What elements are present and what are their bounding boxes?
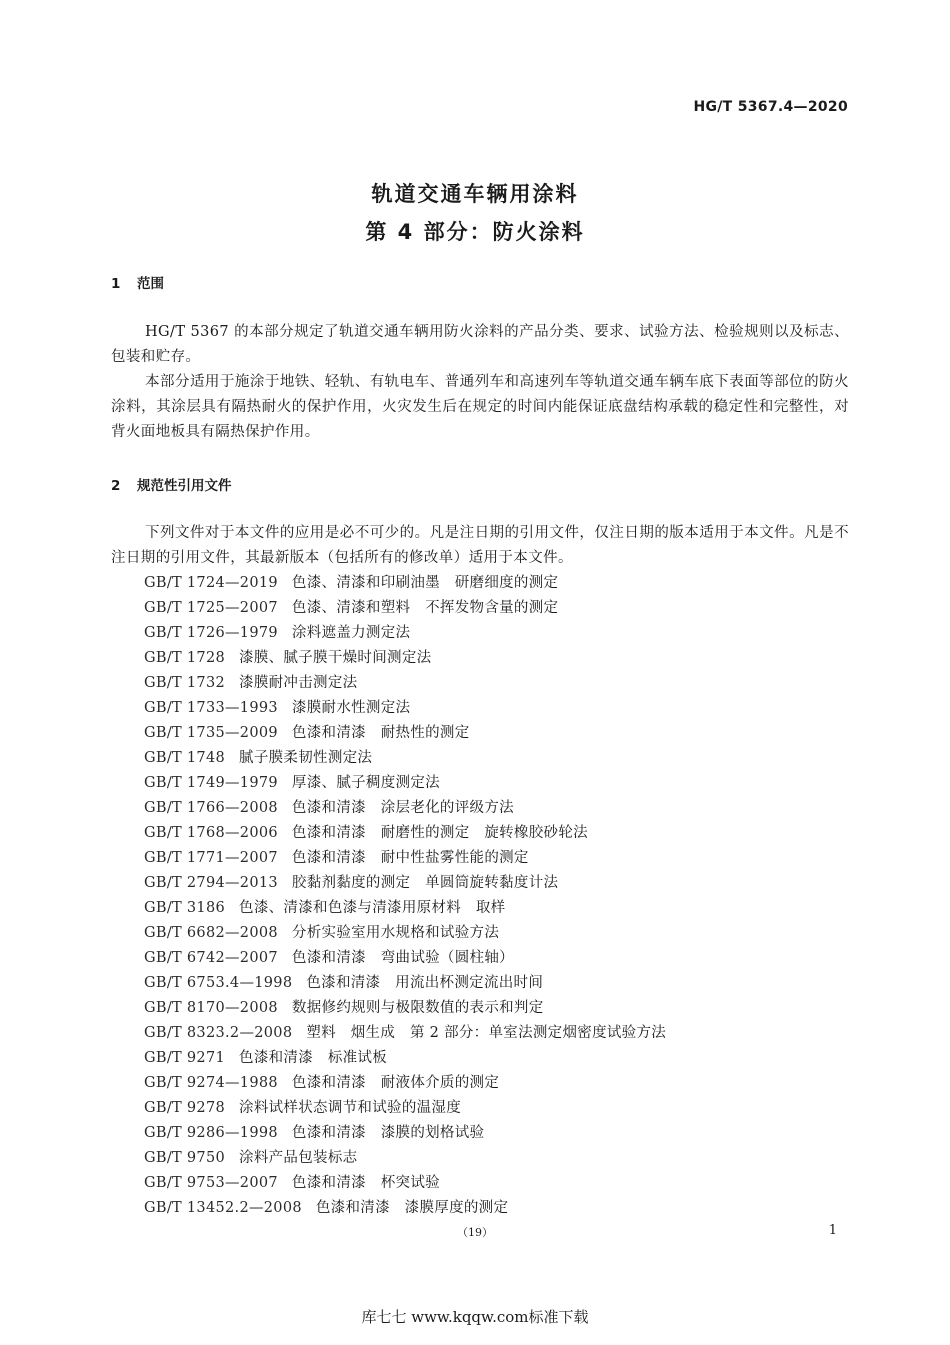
reference-list [144,571,666,1221]
reference-item [144,671,666,696]
reference-title: 色漆和清漆 耐液体介质的测定 [291,1075,500,1091]
reference-item [144,896,666,921]
page-number: 1 [828,1223,837,1238]
reference-item [144,996,666,1021]
reference-code: GB/T 1724—2019 [144,575,278,591]
scope-paragraph: HG/T 5367 的本部分规定了轨道交通车辆用防火涂料的产品分类、要求、试验方法、检验规则以及标志、包装和贮存。 [111,324,849,365]
reference-item [144,1096,666,1121]
reference-item [144,746,666,771]
reference-title: 色漆和清漆 漆膜的划格试验 [291,1125,485,1141]
reference-item [144,646,666,671]
scope-paragraph: 本部分适用于施涂于地铁、轻轨、有轨电车、普通列车和高速列车等轨道交通车辆车底下表面等部位的防火涂料，其涂层具有隔热耐火的保护作用，火灾发生后在规定的时间内能保证底盘结构承载的稳定性和完整性，对背火面地板具有隔热保护作用。 [111,374,849,440]
reference-title: 塑料 烟生成 第 2 部分：单室法测定烟密度试验方法 [306,1025,667,1041]
reference-code: GB/T 1749—1979 [144,775,278,791]
reference-code: GB/T 6753.4—1998 [144,975,293,991]
section-heading-scope [111,272,164,292]
footer-watermark[interactable]: 库七七 www.kqqw.com标准下载 [361,1308,589,1326]
reference-code: GB/T 8323.2—2008 [144,1025,293,1041]
reference-code: GB/T 9286—1998 [144,1125,278,1141]
reference-code: GB/T 9274—1988 [144,1075,278,1091]
reference-item [144,1196,666,1221]
reference-title: 漆膜耐冲击测定法 [239,675,358,691]
reference-title: 色漆、清漆和塑料 不挥发物含量的测定 [291,600,559,616]
references-intro: 下列文件对于本文件的应用是必不可少的。凡是注日期的引用文件，仅注日期的版本适用于本文件。凡是不注日期的引用文件，其最新版本（包括所有的修改单）适用于本文件。 [111,525,849,566]
section-number: 2 [111,478,121,494]
section-number: 1 [111,276,121,292]
reference-title: 分析实验室用水规格和试验方法 [291,925,500,941]
reference-code: GB/T 9750 [144,1150,226,1166]
reference-code: GB/T 1725—2007 [144,600,278,616]
reference-title: 色漆、清漆和色漆与清漆用原材料 取样 [239,900,506,916]
reference-code: GB/T 8170—2008 [144,1000,278,1016]
reference-title: 色漆和清漆 涂层老化的评级方法 [291,800,514,816]
reference-title: 色漆和清漆 弯曲试验（圆柱轴） [291,950,514,966]
reference-title: 色漆和清漆 耐中性盐雾性能的测定 [291,850,529,866]
reference-code: GB/T 1766—2008 [144,800,278,816]
reference-title: 色漆和清漆 标准试板 [239,1050,388,1066]
reference-item [144,821,666,846]
reference-code: GB/T 1748 [144,750,226,766]
reference-code: GB/T 2794—2013 [144,875,278,891]
reference-item [144,796,666,821]
reference-code: GB/T 1768—2006 [144,825,278,841]
reference-item [144,596,666,621]
reference-title: 涂料产品包装标志 [239,1150,358,1166]
reference-item [144,946,666,971]
reference-code: GB/T 1726—1979 [144,625,278,641]
reference-item [144,721,666,746]
reference-item [144,921,666,946]
reference-code: GB/T 3186 [144,900,226,916]
reference-title: 腻子膜柔韧性测定法 [239,750,373,766]
reference-title: 涂料试样状态调节和试验的温湿度 [239,1100,462,1116]
reference-item [144,846,666,871]
reference-code: GB/T 6682—2008 [144,925,278,941]
reference-code: GB/T 6742—2007 [144,950,278,966]
reference-title: 色漆和清漆 用流出杯测定流出时间 [306,975,544,991]
reference-item [144,1171,666,1196]
section-title: 范围 [137,276,164,292]
reference-title: 漆膜耐水性测定法 [291,700,411,716]
reference-item [144,696,666,721]
reference-item [144,1121,666,1146]
reference-item [144,621,666,646]
reference-title: 厚漆、腻子稠度测定法 [291,775,440,791]
reference-item [144,1046,666,1071]
reference-title: 漆膜、腻子膜干燥时间测定法 [239,650,432,666]
reference-code: GB/T 1733—1993 [144,700,278,716]
reference-title: 涂料遮盖力测定法 [291,625,411,641]
reference-item [144,771,666,796]
reference-code: GB/T 1728 [144,650,226,666]
reference-item [144,971,666,996]
reference-code: GB/T 9271 [144,1050,226,1066]
section-title: 规范性引用文件 [137,478,232,494]
document-title: 轨道交通车辆用涂料 [371,182,579,206]
reference-item [144,1071,666,1096]
reference-title: 色漆和清漆 漆膜厚度的测定 [315,1200,509,1216]
reference-code: GB/T 13452.2—2008 [144,1200,302,1216]
reference-item [144,1146,666,1171]
section-heading-references [111,474,232,494]
reference-code: GB/T 1771—2007 [144,850,278,866]
standard-code: HG/T 5367.4—2020 [693,99,848,115]
reference-title: 色漆和清漆 耐磨性的测定 旋转橡胶砂轮法 [291,825,588,841]
reference-item [144,1021,666,1046]
document-subtitle: 第 4 部分：防火涂料 [365,220,585,244]
reference-item [144,571,666,596]
reference-title: 数据修约规则与极限数值的表示和判定 [291,1000,544,1016]
reference-code: GB/T 1732 [144,675,226,691]
reference-title: 胶黏剂黏度的测定 单圆筒旋转黏度计法 [291,875,559,891]
reference-item [144,871,666,896]
reference-title: 色漆和清漆 耐热性的测定 [291,725,470,741]
reference-code: GB/T 1735—2009 [144,725,278,741]
reference-code: GB/T 9278 [144,1100,226,1116]
reference-title: 色漆、清漆和印刷油墨 研磨细度的测定 [291,575,559,591]
reference-code: GB/T 9753—2007 [144,1175,278,1191]
reference-title: 色漆和清漆 杯突试验 [291,1175,440,1191]
page-mark: （19） [457,1226,493,1239]
